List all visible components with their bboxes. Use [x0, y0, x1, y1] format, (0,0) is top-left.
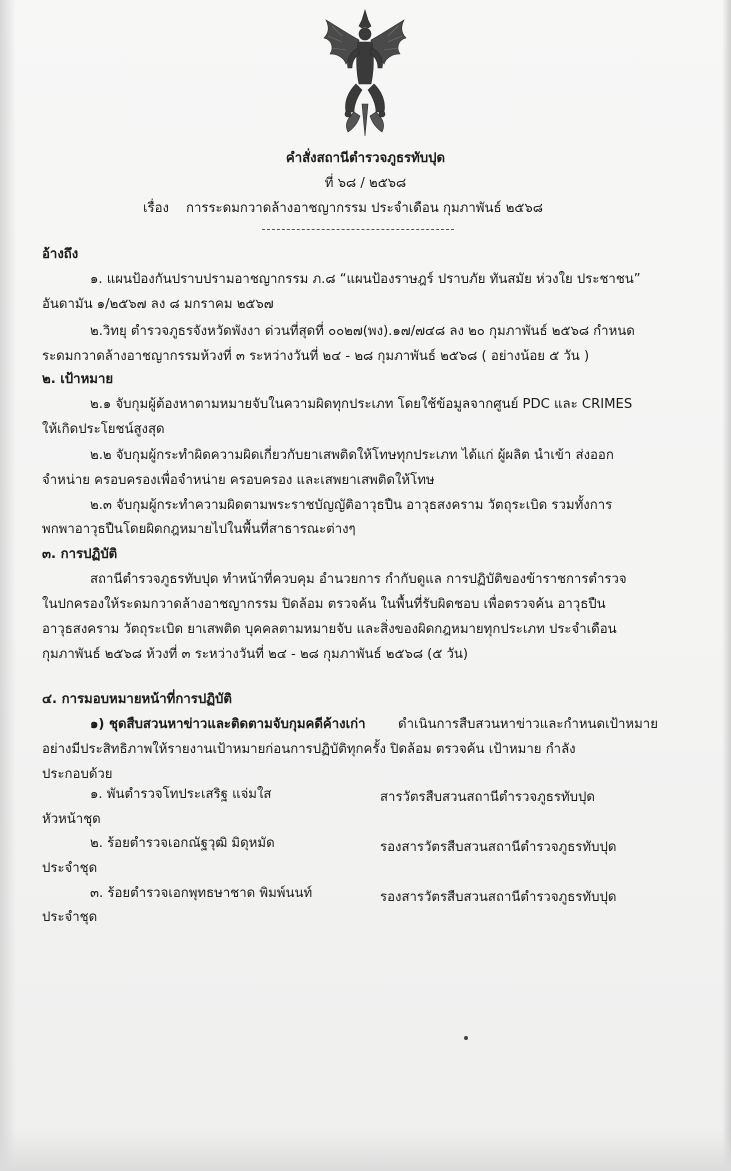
- member-3-name: ๓. ร้อยตำรวจเอกพุทธษาชาด พิมพ์นนท์: [90, 886, 313, 901]
- header-divider: [262, 229, 454, 230]
- target-1-line-2: ให้เกิดประโยชน์สูงสุด: [42, 422, 165, 437]
- team-description-line-3: ประกอบด้วย: [42, 767, 113, 782]
- member-3-role: ประจำชุด: [42, 910, 98, 925]
- member-3-position: รองสารวัตรสืบสวนสถานีตำรวจภูธรทับปุด: [380, 890, 617, 905]
- member-1-position: สารวัตรสืบสวนสถานีตำรวจภูธรทับปุด: [380, 790, 595, 805]
- order-number: ที่ ๖๘ / ๒๕๖๘: [324, 176, 407, 191]
- operation-line-3: อาวุธสงคราม วัตถุระเบิด ยาเสพติด บุคคลตามหมายจับ และสิ่งของผิดกฎหมายทุกประเภท ประจำเดือน: [42, 622, 617, 637]
- team-description-line-1: ดำเนินการสืบสวนหาข่าวและกำหนดเป้าหมาย: [398, 717, 658, 732]
- reference-1-line-2: อันดามัน ๑/๒๕๖๗ ลง ๘ มกราคม ๒๕๖๗: [42, 297, 274, 312]
- team-title: ๑) ชุดสืบสวนหาข่าวและติดตามจับกุมคดีค้างเก่า: [90, 717, 366, 732]
- target-3-line-1: ๒.๓ จับกุมผู้กระทำความผิดตามพระราชบัญญัติอาวุธปืน อาวุธสงคราม วัตถุระเบิด รวมทั้งการ: [90, 498, 613, 513]
- reference-2-line-2: ระดมกวาดล้างอาชญากรรมห้วงที่ ๓ ระหว่างวันที่ ๒๔ - ๒๘ กุมภาพันธ์ ๒๕๖๘ ( อย่างน้อย ๕ วัน ): [42, 349, 590, 364]
- subject-text: การระดมกวาดล้างอาชญากรรม ประจำเดือน กุมภาพันธ์ ๒๕๖๘: [186, 201, 543, 216]
- page-edge-bottom: [0, 1131, 731, 1171]
- operation-line-4: กุมภาพันธ์ ๒๕๖๘ ห้วงที่ ๓ ระหว่างวันที่ ๒๔ - ๒๘ กุมภาพันธ์ ๒๕๖๘ (๕ วัน): [42, 647, 469, 662]
- member-2-position: รองสารวัตรสืบสวนสถานีตำรวจภูธรทับปุด: [380, 840, 617, 855]
- reference-2-line-1: ๒.วิทยุ ตำรวจภูธรจังหวัดพังงา ด่วนที่สุดที่ ๐๐๒๗(พง).๑๗/๗๔๘ ลง ๒๐ กุมภาพันธ์ ๒๕๖๘ กำหนด: [90, 324, 635, 339]
- target-1-line-1: ๒.๑ จับกุมผู้ต้องหาตามหมายจับในความผิดทุกประเภท โดยใช้ข้อมูลจากศูนย์ PDC และ CRIMES: [90, 397, 633, 412]
- paper-speck: [464, 1036, 468, 1040]
- member-1-role: หัวหน้าชุด: [42, 812, 101, 827]
- subject-label: เรื่อง: [143, 201, 169, 216]
- member-1-name: ๑. พันตำรวจโทประเสริฐ แจ่มใส: [90, 787, 272, 802]
- assignment-heading: ๔. การมอบหมายหน้าที่การปฏิบัติ: [42, 692, 232, 707]
- reference-1-line-1: ๑. แผนป้องกันปราบปรามอาชญากรรม ภ.๘ “แผนป้องราษฎร์ ปราบภัย ทันสมัย ห่วงใย ประชาชน”: [90, 272, 641, 287]
- team-description-line-2: อย่างมีประสิทธิภาพให้รายงานเป้าหมายก่อนการปฏิบัติทุกครั้ง ปิดล้อม ตรวจค้น เป้าหมาย กำลัง: [42, 742, 576, 757]
- order-title: คำสั่งสถานีตำรวจภูธรทับปุด: [285, 151, 446, 166]
- member-2-role: ประจำชุด: [42, 861, 98, 876]
- targets-heading: ๒. เป้าหมาย: [42, 372, 114, 387]
- target-2-line-2: จำหน่าย ครอบครองเพื่อจำหน่าย ครอบครอง และเสพยาเสพติดให้โทษ: [42, 473, 435, 488]
- member-2-name: ๒. ร้อยตำรวจเอกณัฐวุฒิ มิดุหมัด: [90, 836, 275, 851]
- operation-heading: ๓. การปฏิบัติ: [42, 547, 118, 562]
- references-heading: อ้างถึง: [42, 247, 79, 262]
- operation-line-2: ในปกครองให้ระดมกวาดล้างอาชญากรรม ปิดล้อม ตรวจค้น ในพื้นที่รับผิดชอบ เพื่อตรวจค้น อาวุธปืน: [42, 597, 606, 612]
- garuda-emblem-icon: [318, 8, 412, 140]
- operation-line-1: สถานีตำรวจภูธรทับปุด ทำหน้าที่ควบคุม อำนวยการ กำกับดูแล การปฏิบัติของข้าราชการตำรวจ: [90, 572, 627, 587]
- target-2-line-1: ๒.๒ จับกุมผู้กระทำผิดความผิดเกี่ยวกับยาเสพติดให้โทษทุกประเภท ได้แก่ ผู้ผลิต นำเข้า ส่งออก: [90, 448, 614, 463]
- target-3-line-2: พกพาอาวุธปืนโดยผิดกฎหมายไปในพื้นที่สาธารณะต่างๆ: [42, 522, 356, 537]
